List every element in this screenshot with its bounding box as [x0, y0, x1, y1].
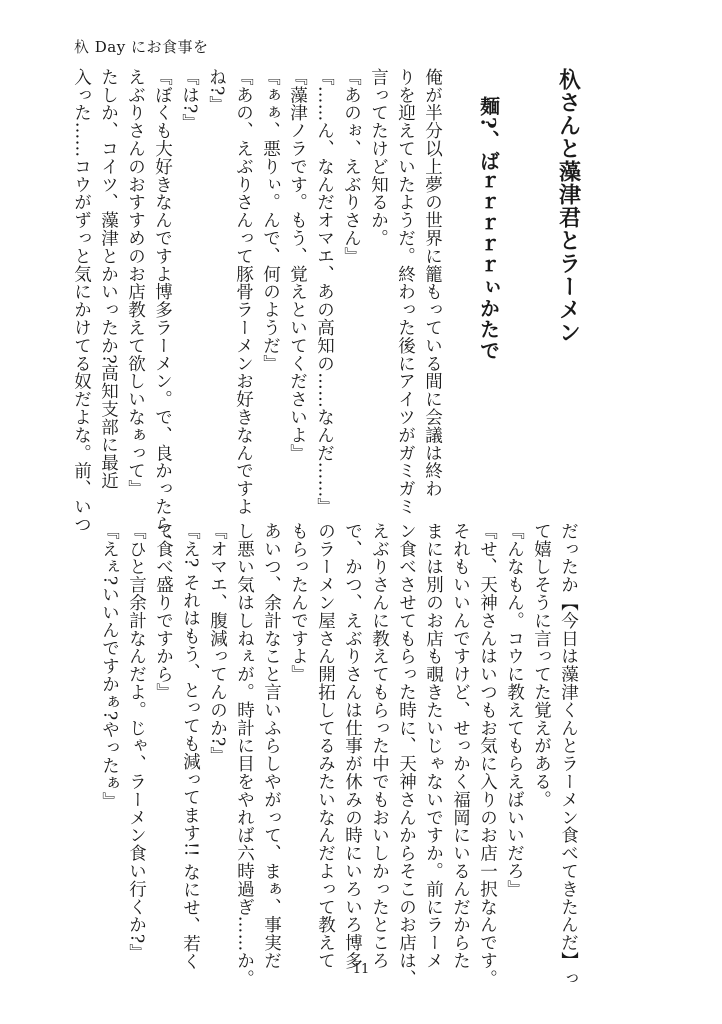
page-number: 11: [352, 962, 370, 977]
body-line: だったか【今日は藻津くんとラーメン食べてきたんだ】っ: [558, 522, 579, 988]
body-line: のラーメン屋さん開拓してるみたいなんだよって教えて: [315, 522, 336, 970]
body-line: 『えぇ?いいんですかぁ?やったぁ』: [99, 522, 120, 811]
body-line: 『あのぉ、えぶりさん』: [341, 68, 362, 265]
chapter-subtitle: 麺?、ばｒｒｒｒｒぃかたで: [476, 96, 501, 361]
body-line: りを迎えていたようだ。終わった後にアイツがガミガミ: [395, 68, 416, 516]
body-line: 『ひと言余計なんだよ。じゃ、ラーメン食い行くか?』: [126, 522, 147, 962]
body-line: ン食べさせてもらった時に、天神さんからそこのお店は、: [396, 522, 417, 988]
body-line: 『せ、天神さんはいつもお気に入りのお店一択なんです。: [477, 522, 498, 988]
body-line: で、かつ、えぶりさんは仕事が休みの時にいろいろ博多: [342, 522, 363, 970]
body-line: 入った……コウがずっと気にかけてる奴だよな。前、いつ: [71, 68, 92, 534]
body-line: 『ぼくも大好きなんですよ博多ラーメン。で、良かったら、: [152, 68, 173, 552]
body-line: まには別のお店も覗きたいじゃないですか。前にラーメ: [423, 522, 444, 970]
body-line: 『……ん、なんだオマエ、あの高知の……なんだ……』: [314, 68, 335, 516]
body-line: ね?』: [206, 68, 227, 114]
body-line: えぶりさんのおすすめのお店教えて欲しいなぁって』: [125, 68, 146, 498]
body-line: 『ぁぁ、悪りぃ。んで、何のようだ』: [260, 68, 281, 373]
body-line: 『あの、えぶりさんって豚骨ラーメンお好きなんですよ: [233, 68, 254, 516]
body-line: て嬉しそうに言ってた覚えがある。: [531, 522, 552, 809]
body-line: 『藻津ノラです。もう、覚えといてくださいよ』: [287, 68, 308, 462]
body-line: たしか、コイツ、藻津とかいったか?高知支部に最近: [98, 68, 119, 490]
body-line: 『は?』: [179, 68, 200, 132]
running-header: 杁 Day にお食事を: [74, 38, 209, 56]
body-line: 『オマエ、腹減ってんのか?』: [207, 522, 228, 765]
body-line: あいつ、余計なこと言いふらしやがって、まぁ、事実だ: [261, 522, 282, 970]
body-line: 『んなもん。コウに教えてもらえばいいだろ』: [504, 522, 525, 898]
body-line: 言ってたけど知るか。: [368, 68, 389, 247]
body-line: もらったんですよ』: [288, 522, 309, 684]
body-line: えぶりさんに教えてもらった中でもおいしかったところ: [369, 522, 390, 970]
body-line: 『え? それはもう、とっても減ってます!! なにせ、若く: [180, 522, 201, 971]
body-line: て食べ盛りですから』: [153, 522, 174, 701]
body-line: それもいいんですけど、せっかく福岡にいるんだからた: [450, 522, 471, 970]
body-line: 俺が半分以上夢の世界に籠もっている間に会議は終わ: [422, 68, 443, 498]
chapter-title: 杁さんと藻津君とラーメン: [555, 68, 582, 344]
body-line: し悪い気はしねぇが。時計に目をやれば六時過ぎ……か。: [234, 522, 255, 988]
